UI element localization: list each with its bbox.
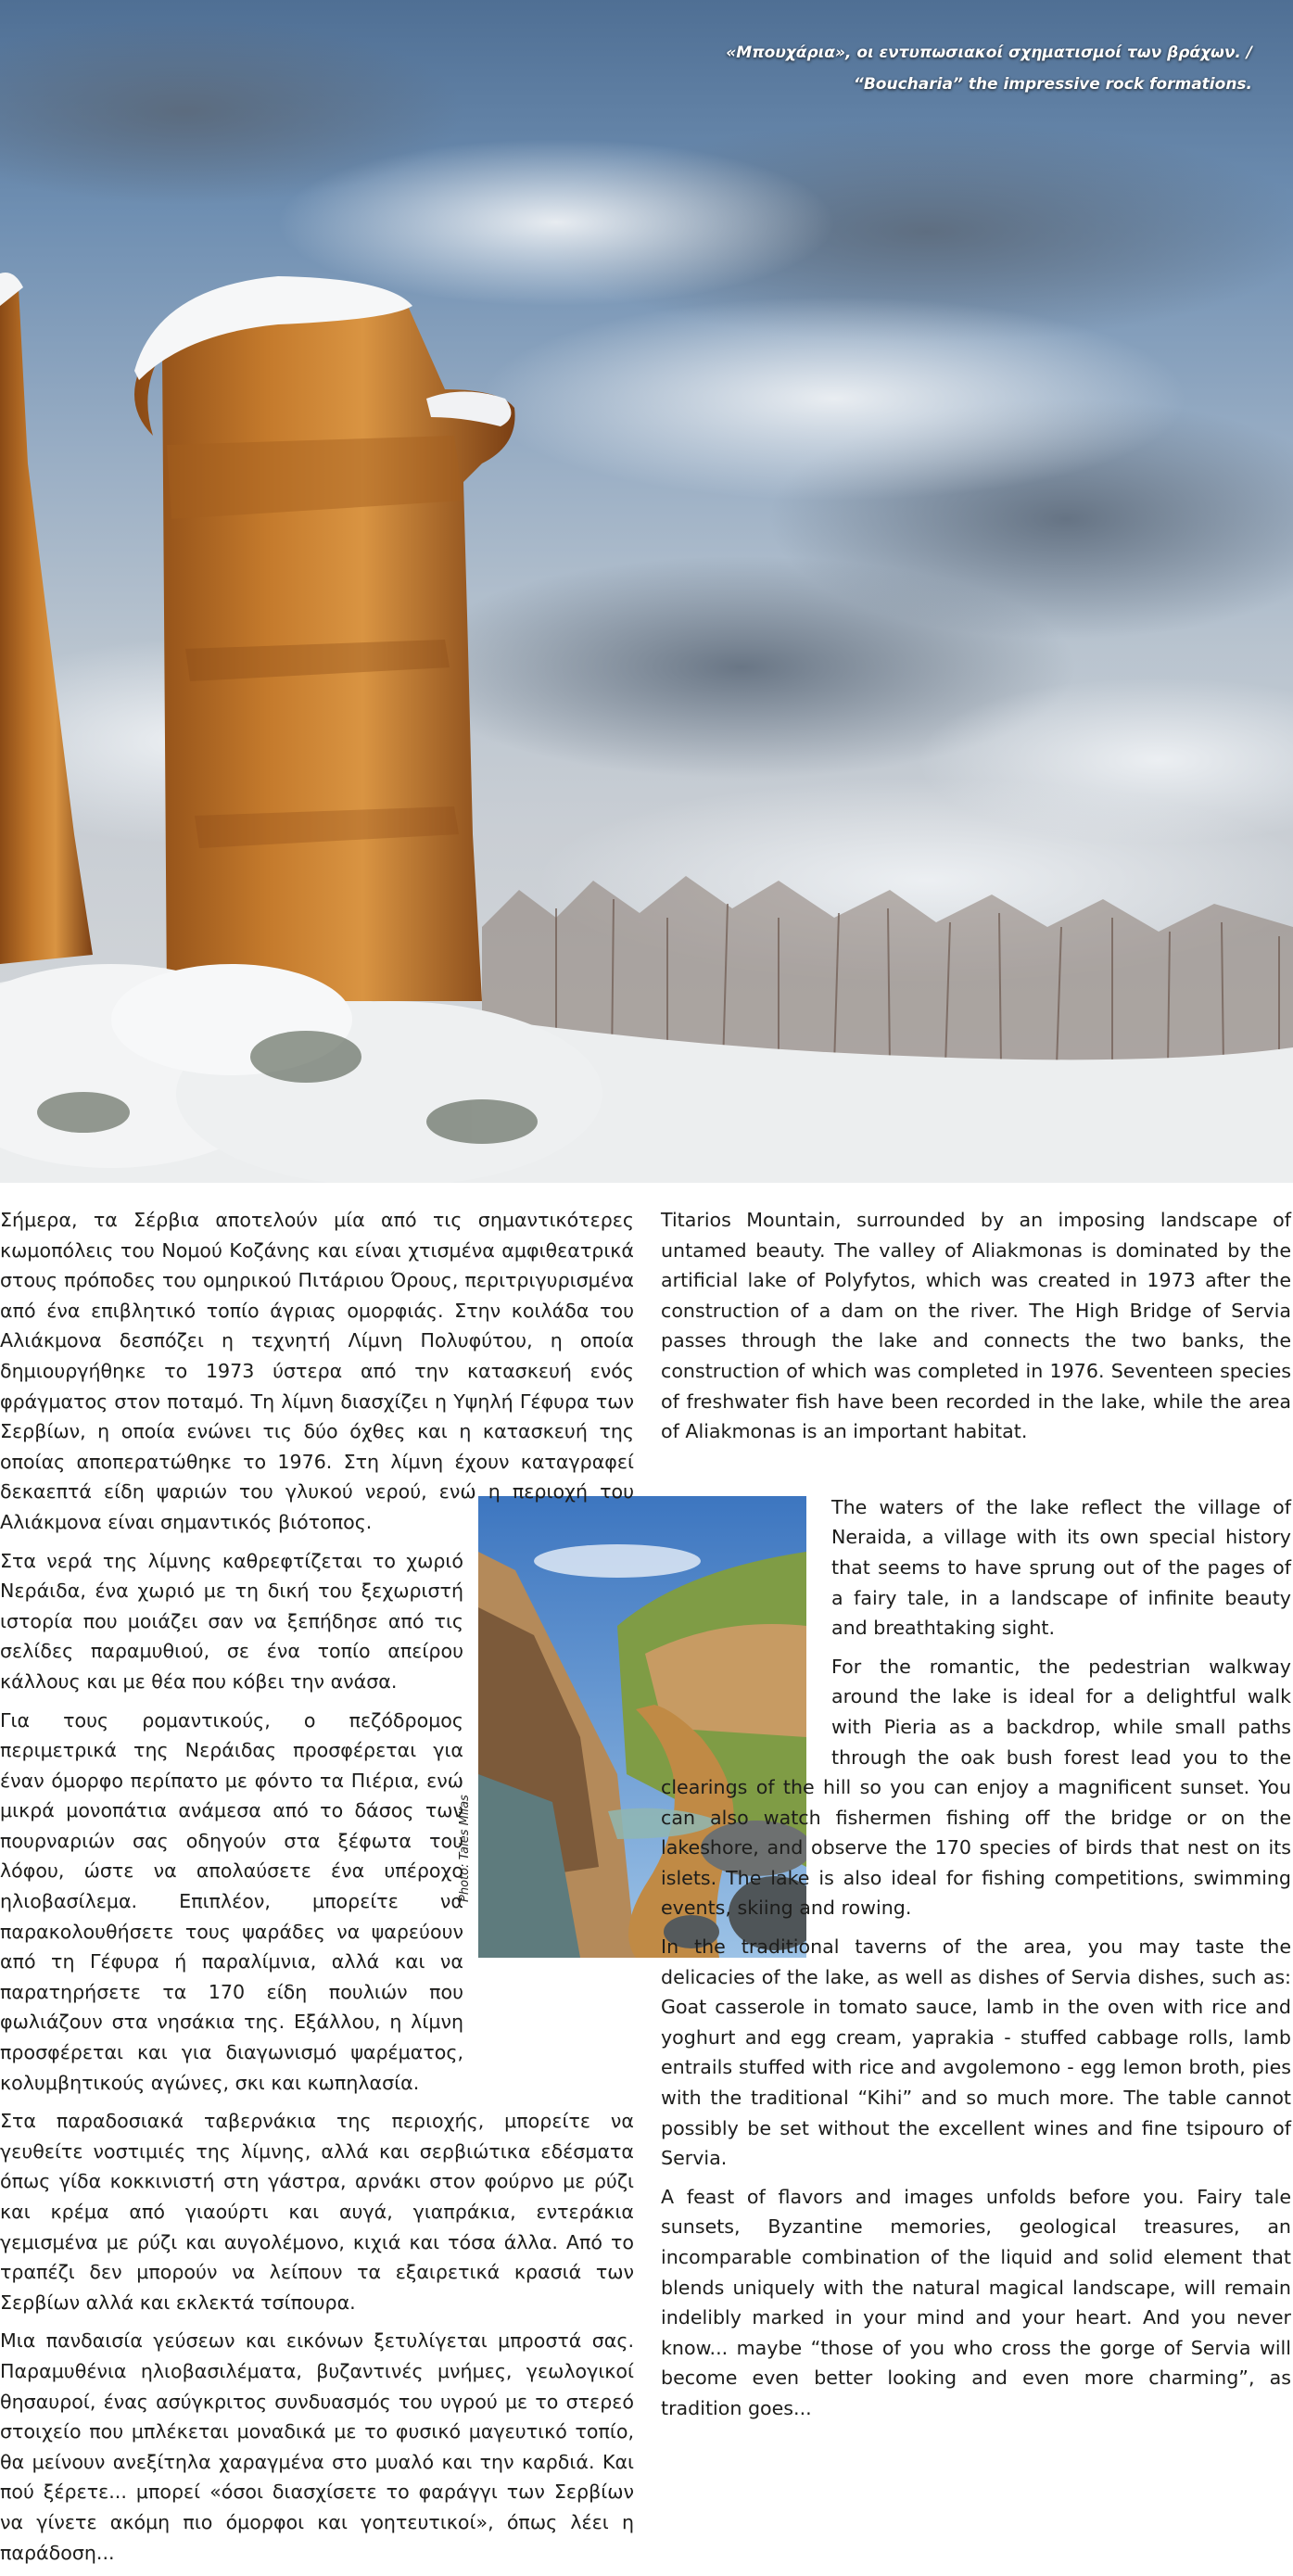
english-paragraph-2: The waters of the lake reflect the village of Neraida, a village with its own special history that seems to have sprung out of the pages of a fairy tale, in a landscape of infinite beauty and breathtaking sight. [831, 1495, 1291, 1640]
greek-paragraph-1: Σήμερα, τα Σέρβια αποτελούν μία από τις σημαντικότερες κωμοπόλεις του Νομού Κοζάνης και είναι χτισμένα αμφιθεατρικά στους πρόποδες του ομηρικού Πιτάριου Όρους, περιτριγυρισμένα από ένα επιβλητικό τοπίο άγριας ομορφιάς. Στην κοιλάδα του Αλιάκμονα δεσπόζει η τεχνητή Λίμνη Πολυφύτου, η οποία δημιουργήθηκε το 1973 ύστερα από την κατασκευή ενός φράγματος στον ποταμό. Τη λίμνη διασχίζει η Υψηλή Γέφυρα των Σερβίων, η οποία ενώνει τις δύο όχθες και η κατασκευή της οποίας αποπερατώθηκε το 1976. Στη λίμνη έχουν καταγραφεί δεκαεπτά είδη ψαριών του γλυκού νερού, ενώ η περιοχή του Αλιάκμονα είναι σημαντικός βιότοπος. [0, 1209, 634, 1533]
greek-wrap-area [0, 1546, 463, 2099]
english-paragraph-1: Titarios Mountain, surrounded by an imposing landscape of untamed beauty. The valley of Aliakmonas is dominated by the artificial lake of Polyfytos, which was created in 1973 after the construction of a dam on the river. The High Bridge of Servia passes through the lake and connects the two banks, the construction of which was completed in 1976. Seventeen species of freshwater fish have been recorded in the lake, while the area of Aliakmonas is an important habitat. [661, 1209, 1291, 1443]
english-paragraph-4: In the traditional taverns of the area, you may taste the delicacies of the lake, as well as dishes of Servia dishes, such as: Goat casserole in tomato sauce, lamb in the oven with rice and yoghurt and egg cream, yaprakia - stuffed cabbage rolls, lamb entrails stuffed with rice and avgolemono - egg lemon broth, pies with the traditional “Kihi” and so much more. The table cannot possibly be set without the excellent wines and fine tsipouro of Servia. [661, 1935, 1291, 2170]
greek-paragraph-4: Στα παραδοσιακά ταβερνάκια της περιοχής, μπορείτε να γευθείτε νοστιμιές της λίμνης, αλλά και σερβιώτικα εδέσματα όπως γίδα κοκκινιστή στη γάστρα, αρνάκι στον φούρνο με ρύζι και κρέμα από γιαούρτι και αυγά, γιαπράκια, εντεράκια γεμισμένα με ρύζι και αυγολέμονο, κιχιά και τόσα άλλα. Από το τραπέζι δεν μπορούν να λείπουν τα εξαιρετικά κρασιά των Σερβίων αλλά και εκλεκτά τσίπουρα. [0, 2110, 634, 2314]
caption-english: “Boucharia” the impressive rock formations. [853, 75, 1252, 94]
caption-greek: «Μπουχάρια», οι εντυπωσιακοί σχηματισμοί των βράχων. / [726, 44, 1252, 62]
english-paragraph-5: A feast of flavors and images unfolds before you. Fairy tale sunsets, Byzantine memories, geological treasures, an incomparable combination of the liquid and solid element that blends uniquely with the natural magical landscape, will remain indelibly marked in your mind and your heart. And you never know... maybe “those of you who cross the gorge of Servia will become even better looking and even more charming”, as tradition goes... [661, 2185, 1291, 2419]
photo-caption [678, 37, 1252, 100]
photo-credit: Photo: Tales Milas [458, 1795, 472, 1902]
rock-formation-landscape [0, 0, 1293, 1183]
greek-paragraph-2: Στα νερά της λίμνης καθρεφτίζεται το χωριό Νεράιδα, ένα χωριό με τη δική του ξεχωριστή ιστορία που μοιάζει σαν να ξεπήδησε από τις σελίδες παραμυθιού, σε ένα τοπίο απείρου κάλλους και με θέα που κόβει την ανάσα. [0, 1549, 463, 1693]
english-paragraph-3: For the romantic, the pedestrian walkway around the lake is ideal for a delightful walk with Pieria as a backdrop, while small paths through the oak bush forest lead you to the clearings of the hill so you can enjoy a magnificent sunset. You can also watch fishermen fishing off the bridge or on the lakeshore, and observe the 170 species of birds that nest on its islets. The lake is also ideal for fishing competitions, swimming events, skiing and rowing. [661, 1655, 1291, 1920]
hero-photo [0, 0, 1293, 1183]
article-column-greek [0, 1205, 634, 2576]
greek-paragraph-3: Για τους ρομαντικούς, ο πεζόδρομος περιμετρικά της Νεράιδας προσφέρεται για έναν όμορφο περίπατο με φόντο τα Πιέρια, ενώ μικρά μονοπάτια ανάμεσα από το δάσος των πουρναριών σας οδηγούν στα ξέφωτα του λόφου, ώστε να απολαύσετε ένα υπέροχο ηλιοβασίλεμα. Επιπλέον, μπορείτε να παρακολουθήσετε τους ψαράδες να ψαρεύουν από τη Γέφυρα ή παραλίμνια, αλλά και να παρατηρήσετε τα 170 είδη πουλιών που φωλιάζουν στα νησάκια της. Εξάλλου, η λίμνη προσφέρεται και για διαγωνισμό ψαρέματος, κολυμβητικούς αγώνες, σκι και κωπηλασία. [0, 1708, 463, 2094]
greek-paragraph-5: Μια πανδαισία γεύσεων και εικόνων ξετυλίγεται μπροστά σας. Παραμυθένια ηλιοβασιλέματα, βυζαντινές μνήμες, γεωλογικοί θησαυροί, ένας ασύγκριτος συνδυασμός του υγρού με το στερεό στοιχείο που μπλέκεται μοναδικά με το φυσικό μαγευτικό τοπίο, θα μείνουν ανεξίτηλα χαραγμένα στο μυαλό και την καρδιά. Και πού ξέρετε... μπορεί «όσοι διασχίσετε το φαράγγι των Σερβίων να γίνετε ακόμη πιο όμορφοι και γοητευτικοί», όπως λέει η παράδοση... [0, 2329, 634, 2564]
article-column-english [661, 1205, 1291, 2432]
photo-wrap-spacer [661, 1455, 831, 1761]
